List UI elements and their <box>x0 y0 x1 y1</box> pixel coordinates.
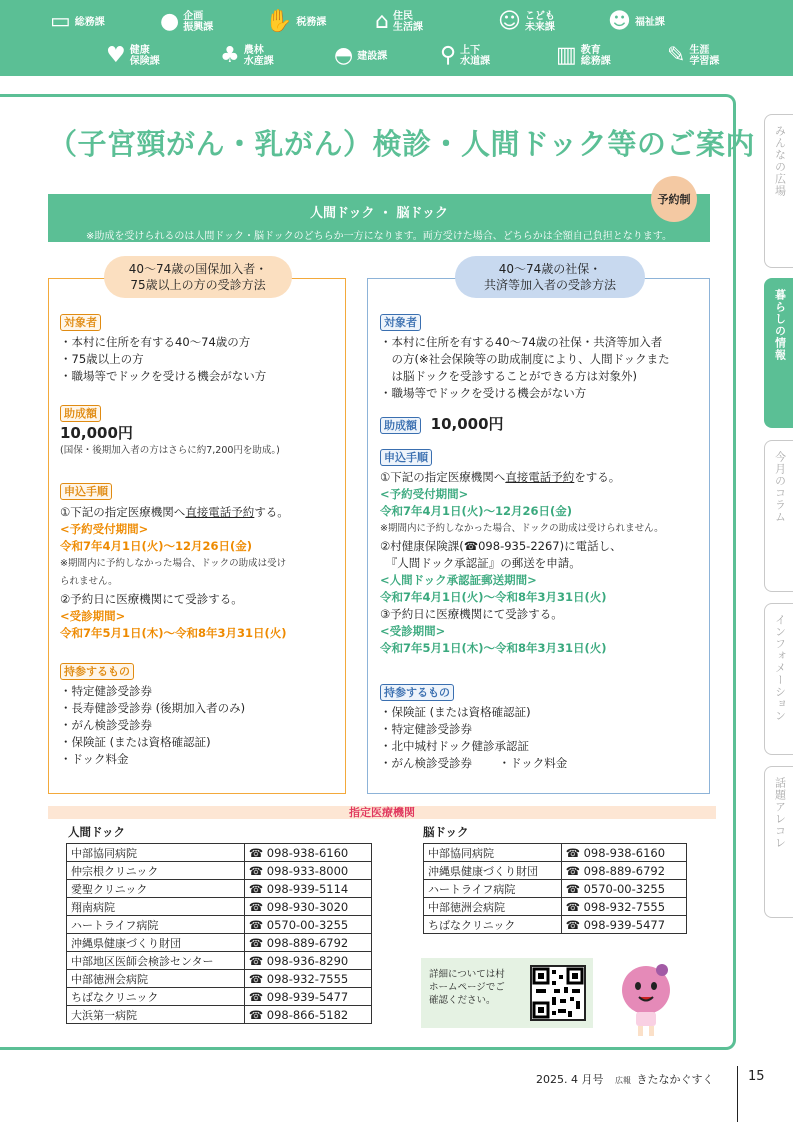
faucet-icon: ⚲ <box>440 43 457 68</box>
table-row <box>67 970 372 988</box>
dept-link-6[interactable] <box>106 44 160 68</box>
right-target-section: 対象者 ・本村に住所を有する40〜74歳の社保・共済等加入者 の方(※社会保険等の助成制度により、人間ドックまた は脳ドックを受診することができる方は対象外) ・職場等でドックを受ける機会がない方 <box>380 316 670 400</box>
nou-dock-table <box>423 843 687 934</box>
table-row <box>67 898 372 916</box>
facility-phone: ☎ 0570-00-3255 <box>244 916 371 934</box>
facility-name: ハートライフ病院 <box>424 880 562 898</box>
table-row <box>67 862 372 880</box>
dept-link-11[interactable] <box>667 44 719 68</box>
table-row <box>67 934 372 952</box>
subsidy-amount: 10,000円 <box>430 415 504 433</box>
table-row <box>67 988 372 1006</box>
target-tag: 対象者 <box>380 314 421 331</box>
facility-phone: ☎ 098-933-8000 <box>244 862 371 880</box>
dept-link-0[interactable] <box>50 10 105 34</box>
facility-phone: ☎ 098-938-6160 <box>561 844 686 862</box>
target-tag: 対象者 <box>60 314 101 331</box>
dept-label: 建設課 <box>357 50 388 62</box>
qr-code[interactable] <box>530 965 586 1021</box>
facility-phone: ☎ 098-866-5182 <box>244 1006 371 1024</box>
family-icon: ☻ <box>608 9 631 34</box>
mascot-character <box>616 960 676 1038</box>
lightbulb-icon: ● <box>160 9 180 34</box>
side-tab-2[interactable]: 今月のコラム <box>764 440 793 592</box>
bring-tag: 持参するもの <box>380 684 454 701</box>
facility-name: 沖縄県健康づくり財団 <box>424 862 562 880</box>
dept-label: 住民 生活課 <box>392 11 423 33</box>
subsidy-tag: 助成額 <box>60 405 101 422</box>
facility-phone: ☎ 098-932-7555 <box>244 970 371 988</box>
facility-phone: ☎ 098-939-5477 <box>561 916 686 934</box>
worker-icon: ◓ <box>334 43 354 68</box>
subsidy-amount: 10,000円 <box>60 424 133 442</box>
left-subsidy-section: 助成額 10,000円 (国保・後期加入者の方はさらに約7,200円を助成。) <box>60 407 280 456</box>
facility-phone: ☎ 098-889-6792 <box>244 934 371 952</box>
computer-icon: ▭ <box>50 9 71 34</box>
dept-link-2[interactable] <box>265 10 326 34</box>
dept-label: 生涯 学習課 <box>689 45 720 67</box>
table-row <box>424 916 687 934</box>
dept-label: 税務課 <box>296 16 327 28</box>
dept-label: 上下 水道課 <box>460 45 491 67</box>
table-row <box>67 1006 372 1024</box>
subsidy-tag: 助成額 <box>380 417 421 434</box>
table-row <box>67 880 372 898</box>
house-icon: ⌂ <box>375 9 389 34</box>
dept-link-10[interactable] <box>556 44 611 68</box>
facility-name: 中部徳洲会病院 <box>424 898 562 916</box>
dept-link-9[interactable] <box>440 44 490 68</box>
dept-link-1[interactable] <box>160 10 213 34</box>
facility-phone: ☎ 098-939-5114 <box>244 880 371 898</box>
dept-link-4[interactable] <box>498 10 555 34</box>
facility-name: ちばなクリニック <box>424 916 562 934</box>
facility-phone: ☎ 098-889-6792 <box>561 862 686 880</box>
parent-child-icon: ☺ <box>498 9 521 34</box>
left-column-heading: 40〜74歳の国保加入者・ 75歳以上の方の受診方法 <box>104 256 292 298</box>
dept-link-5[interactable] <box>608 10 665 34</box>
facility-phone: ☎ 0570-00-3255 <box>561 880 686 898</box>
facility-name: 愛聖クリニック <box>67 880 245 898</box>
table-row <box>67 952 372 970</box>
facility-phone: ☎ 098-930-3020 <box>244 898 371 916</box>
footer-divider <box>737 1066 738 1122</box>
dept-link-3[interactable] <box>375 10 423 34</box>
dept-label: 教育 総務課 <box>580 45 611 67</box>
dock-banner <box>48 194 710 242</box>
facility-name: 中部地区医師会検診センター <box>67 952 245 970</box>
nou-dock-label: 脳ドック <box>423 825 469 839</box>
left-procedure-section: 申込手順 ①下記の指定医療機関へ直接電話予約する。 <予約受付期間> 令和7年4月1日(火)〜12月26日(金) ※期間内に予約しなかった場合、ドックの助成は受け られません。 ②予約日に医療機関にて受診する。 <受診期間> 令和7年5月1日(木)〜令和8年3月31日(火) <box>60 485 289 640</box>
table-row <box>424 862 687 880</box>
dock-banner-note: ※助成を受けられるのは人間ドック・脳ドックのどちらか一方になります。両方受けた場合、どちらかは全額自己負担となります。 <box>86 231 672 242</box>
procedure-tag: 申込手順 <box>60 483 112 500</box>
left-bring-section: 持参するもの ・特定健診受診券 ・長寿健診受診券 (後期加入者のみ) ・がん検診受診券 ・保険証 (または資格確認証) ・ドック料金 <box>60 665 246 766</box>
facility-phone: ☎ 098-939-5477 <box>244 988 371 1006</box>
footer-issue: 2025. 4 月号 広報 きたなかぐすく <box>536 1073 714 1086</box>
facility-name: 中部協同病院 <box>424 844 562 862</box>
right-subsidy-section <box>380 416 504 434</box>
facility-name: 仲宗根クリニック <box>67 862 245 880</box>
book-icon: ✎ <box>667 43 686 68</box>
facility-name: 中部徳洲会病院 <box>67 970 245 988</box>
tree-icon: ♣ <box>220 43 240 68</box>
side-tab-3[interactable]: インフォメーション <box>764 603 793 755</box>
facility-name: ちばなクリニック <box>67 988 245 1006</box>
info-text: 詳細については村 ホームページでご 確認ください。 <box>429 969 505 1006</box>
dept-label: 健康 保険課 <box>129 45 160 67</box>
table-row <box>424 880 687 898</box>
table-row <box>67 844 372 862</box>
side-tab-4[interactable]: 話題アレコレ <box>764 766 793 918</box>
dept-label: 総務課 <box>74 16 105 28</box>
page-title: （子宮頸がん・乳がん）検診・人間ドック等のご案内 <box>48 127 755 161</box>
procedure-tag: 申込手順 <box>380 449 432 466</box>
school-icon: ▥ <box>556 43 577 68</box>
ningen-dock-label: 人間ドック <box>68 825 126 839</box>
dept-label: 企画 振興課 <box>183 11 214 33</box>
table-row <box>424 898 687 916</box>
side-tab-0[interactable]: みんなの広場 <box>764 114 793 268</box>
facility-phone: ☎ 098-938-6160 <box>244 844 371 862</box>
hand-coins-icon: ✋ <box>265 9 293 34</box>
dept-link-7[interactable] <box>220 44 274 68</box>
facility-phone: ☎ 098-932-7555 <box>561 898 686 916</box>
right-bring-section: 持参するもの ・保険証 (または資格確認証) ・特定健診受診券 ・北中城村ドック健診承認証 ・がん検診受診券 ・ドック料金 <box>380 686 568 770</box>
dept-label: 農林 水産課 <box>243 45 274 67</box>
table-row <box>67 916 372 934</box>
page-number: 15 <box>748 1069 765 1084</box>
dept-link-8[interactable] <box>334 44 387 68</box>
side-tab-1[interactable]: 暮らしの情報 <box>764 278 793 428</box>
table-row <box>424 844 687 862</box>
reservation-badge: 予約制 <box>651 176 697 222</box>
magazine-name: きたなかぐすく <box>636 1073 714 1086</box>
facility-name: 翔南病院 <box>67 898 245 916</box>
right-column-heading: 40〜74歳の社保・ 共済等加入者の受診方法 <box>455 256 645 298</box>
bring-tag: 持参するもの <box>60 663 134 680</box>
dept-label: 福祉課 <box>634 16 665 28</box>
facility-name: 大浜第一病院 <box>67 1006 245 1024</box>
dock-banner-heading: 人間ドック ・ 脳ドック <box>309 206 448 221</box>
left-target-section: 対象者 ・本村に住所を有する40〜74歳の方 ・75歳以上の方 ・職場等でドックを受ける機会がない方 <box>60 316 267 383</box>
ningen-dock-table <box>66 843 372 1024</box>
facility-name: 沖縄県健康づくり財団 <box>67 934 245 952</box>
facility-phone: ☎ 098-936-8290 <box>244 952 371 970</box>
info-box <box>421 958 593 1028</box>
right-procedure-section: 申込手順 ①下記の指定医療機関へ直接電話予約をする。 <予約受付期間> 令和7年4月1日(火)〜12月26日(金) ※期間内に予約しなかった場合、ドックの助成は受けられません。 ②村健康保険課(☎098-935-2267)に電話し、 『人間ドック承認証』の郵送を申請。 <人間ドック承認証郵送期間> 令和7年4月1日(火)〜令和8年3月31日(火) ③予約日に医療機関にて受診する。 <受診期間> 令和7年5月1日(木)〜令和8年3月31日(火) <box>380 451 664 655</box>
facility-name: 中部協同病院 <box>67 844 245 862</box>
facility-name: ハートライフ病院 <box>67 916 245 934</box>
dept-label: こども 未来課 <box>524 11 555 33</box>
facilities-title: 指定医療機関 <box>48 806 716 819</box>
heart-icon: ♥ <box>106 43 126 68</box>
